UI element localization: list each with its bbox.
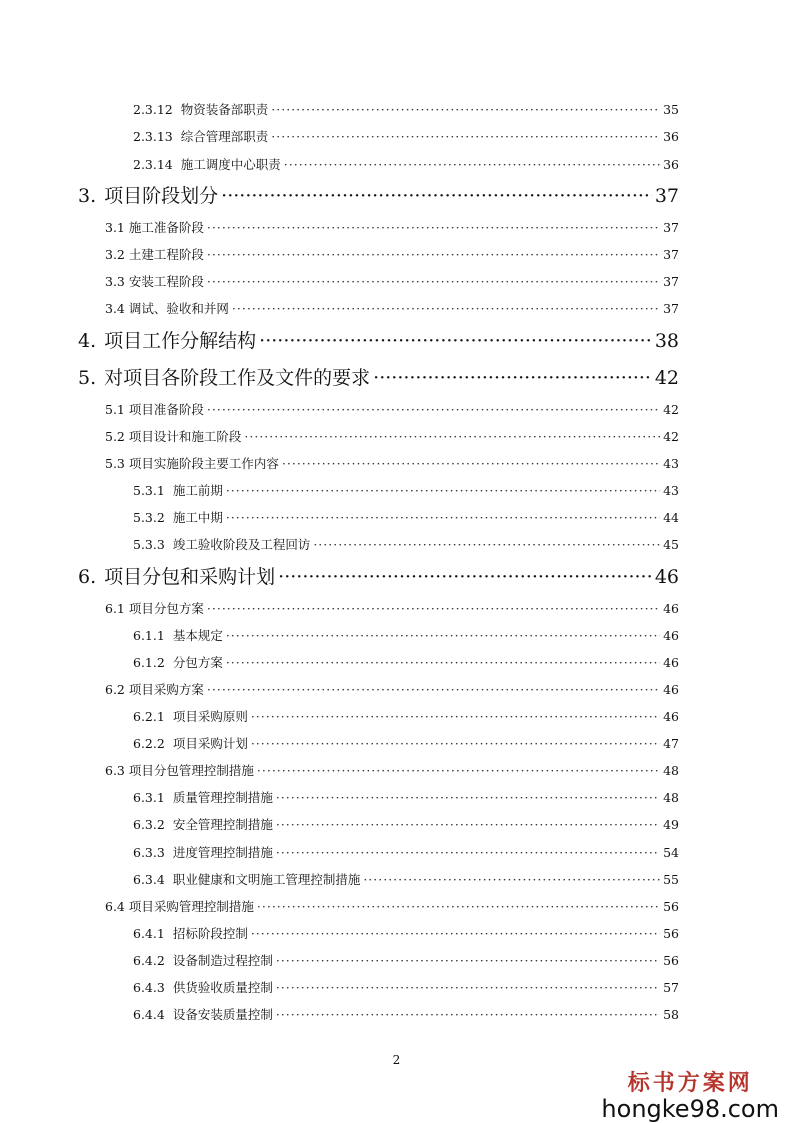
toc-leader-dots xyxy=(271,102,660,117)
toc-leader-dots xyxy=(276,790,660,805)
toc-entry-label: 6.3.2 安全管理控制措施 xyxy=(133,817,273,832)
toc-entry-label: 6.4.4 设备安装质量控制 xyxy=(133,1007,273,1022)
toc-entry-label: 6.3.1 质量管理控制措施 xyxy=(133,790,273,805)
toc-entry-label: 6.2.2 项目采购计划 xyxy=(133,736,248,751)
toc-entry-label: 6.3.3 进度管理控制措施 xyxy=(133,845,273,860)
toc-entry-page: 37 xyxy=(663,220,679,235)
toc-entry-label: 5.3.2 施工中期 xyxy=(133,510,223,525)
toc-leader-dots xyxy=(373,367,652,389)
toc-entry-page: 46 xyxy=(663,628,679,643)
toc-entry-page: 46 xyxy=(663,601,679,616)
toc-leader-dots xyxy=(276,845,660,860)
toc-entry-label: 5.3 项目实施阶段主要工作内容 xyxy=(105,456,279,471)
toc-leader-dots xyxy=(226,655,660,670)
toc-entry-page: 35 xyxy=(663,102,679,117)
toc-entry-label: 2.3.12 物资装备部职责 xyxy=(133,102,269,117)
toc-entry[interactable] xyxy=(133,1005,679,1023)
toc-entry[interactable] xyxy=(105,218,679,236)
toc-leader-dots xyxy=(226,628,660,643)
toc-leader-dots xyxy=(363,872,660,887)
toc-chapter-page: 46 xyxy=(654,566,679,588)
toc-entry[interactable] xyxy=(133,843,679,861)
toc-entry-page: 37 xyxy=(663,301,679,316)
toc-entry[interactable] xyxy=(133,815,679,833)
toc-entry-label: 5.3.1 施工前期 xyxy=(133,483,223,498)
toc-leader-dots xyxy=(276,1007,660,1022)
toc-leader-dots xyxy=(207,247,660,262)
toc-chapter[interactable] xyxy=(78,181,679,208)
toc-entry-page: 36 xyxy=(663,157,679,172)
toc-entry-page: 58 xyxy=(663,1007,679,1022)
toc-entry-label: 6.1.1 基本规定 xyxy=(133,628,223,643)
toc-entry-page: 36 xyxy=(663,129,679,144)
toc-entry[interactable] xyxy=(133,535,679,553)
toc-entry-label: 5.2 项目设计和施工阶段 xyxy=(105,429,242,444)
toc-entry-page: 57 xyxy=(663,980,679,995)
toc-leader-dots xyxy=(251,736,660,751)
toc-entry[interactable] xyxy=(133,707,679,725)
toc-leader-dots xyxy=(251,709,660,724)
toc-chapter[interactable] xyxy=(78,562,679,589)
toc-entry[interactable] xyxy=(133,788,679,806)
toc-leader-dots xyxy=(271,129,660,144)
toc-entry[interactable] xyxy=(133,155,679,173)
toc-entry[interactable] xyxy=(105,680,679,698)
toc-entry-page: 48 xyxy=(663,790,679,805)
toc-entry-label: 5.3.3 竣工验收阶段及工程回访 xyxy=(133,537,311,552)
toc-entry-label: 6.4.3 供货验收质量控制 xyxy=(133,980,273,995)
toc-entry-label: 6.2 项目采购方案 xyxy=(105,682,204,697)
toc-leader-dots xyxy=(232,301,660,316)
toc-entry-page: 46 xyxy=(663,682,679,697)
toc-entry-page: 48 xyxy=(663,763,679,778)
toc-entry-page: 37 xyxy=(663,247,679,262)
toc-chapter[interactable] xyxy=(78,326,679,353)
toc-leader-dots xyxy=(257,763,660,778)
toc-leader-dots xyxy=(257,899,660,914)
toc-chapter-page: 38 xyxy=(654,330,679,352)
toc-entry-label: 6.4.2 设备制造过程控制 xyxy=(133,953,273,968)
toc-entry-page: 47 xyxy=(663,736,679,751)
toc-entry-page: 49 xyxy=(663,817,679,832)
toc-entry-label: 3.1 施工准备阶段 xyxy=(105,220,204,235)
toc-leader-dots xyxy=(259,330,652,352)
toc-leader-dots xyxy=(276,980,660,995)
toc-entry-label: 6.4 项目采购管理控制措施 xyxy=(105,899,254,914)
toc-entry-page: 56 xyxy=(663,926,679,941)
toc-entry-label: 6.1.2 分包方案 xyxy=(133,655,223,670)
toc-entry-page: 43 xyxy=(663,483,679,498)
toc-leader-dots xyxy=(276,953,660,968)
toc-entry[interactable] xyxy=(105,454,679,472)
toc-entry-label: 2.3.14 施工调度中心职责 xyxy=(133,157,281,172)
toc-entry[interactable] xyxy=(105,299,679,317)
toc-entry[interactable] xyxy=(133,870,679,888)
toc-entry[interactable] xyxy=(105,761,679,779)
toc-leader-dots xyxy=(284,157,660,172)
toc-chapter-label: 6. 项目分包和采购计划 xyxy=(78,566,276,588)
toc-entry-page: 46 xyxy=(663,709,679,724)
toc-entry-page: 37 xyxy=(663,274,679,289)
toc-entry-label: 6.3.4 职业健康和文明施工管理控制措施 xyxy=(133,872,361,887)
toc-entry[interactable] xyxy=(133,978,679,996)
toc-entry[interactable] xyxy=(133,481,679,499)
toc-entry[interactable] xyxy=(105,245,679,263)
toc-entry-page: 44 xyxy=(663,510,679,525)
toc-entry[interactable] xyxy=(133,626,679,644)
toc-entry-label: 6.3 项目分包管理控制措施 xyxy=(105,763,254,778)
toc-chapter-page: 42 xyxy=(654,367,679,389)
toc-leader-dots xyxy=(207,682,660,697)
toc-entry[interactable] xyxy=(105,897,679,915)
toc-entry-page: 54 xyxy=(663,845,679,860)
toc-leader-dots xyxy=(251,926,660,941)
toc-entry-label: 3.4 调试、验收和并网 xyxy=(105,301,229,316)
toc-entry-label: 3.2 土建工程阶段 xyxy=(105,247,204,262)
toc-entry-page: 46 xyxy=(663,655,679,670)
toc-leader-dots xyxy=(226,483,660,498)
toc-entry-page: 45 xyxy=(663,537,679,552)
toc-entry-page: 43 xyxy=(663,456,679,471)
toc-chapter-page: 37 xyxy=(654,185,679,207)
toc-entry[interactable] xyxy=(133,951,679,969)
toc-leader-dots xyxy=(276,817,660,832)
toc-chapter-label: 3. 项目阶段划分 xyxy=(78,185,219,207)
toc-entry-label: 2.3.13 综合管理部职责 xyxy=(133,129,269,144)
toc-leader-dots xyxy=(226,510,660,525)
watermark xyxy=(601,1066,779,1123)
toc-entry-page: 56 xyxy=(663,953,679,968)
toc-entry-label: 3.3 安装工程阶段 xyxy=(105,274,204,289)
toc-entry[interactable] xyxy=(105,599,679,617)
toc-entry[interactable] xyxy=(105,427,679,445)
toc-leader-dots xyxy=(282,456,660,471)
toc-entry[interactable] xyxy=(133,734,679,752)
toc-entry-label: 6.4.1 招标阶段控制 xyxy=(133,926,248,941)
toc-leader-dots xyxy=(207,274,660,289)
toc-entry-page: 42 xyxy=(663,402,679,417)
toc-chapter-label: 4. 项目工作分解结构 xyxy=(78,330,257,352)
toc-chapter-label: 5. 对项目各阶段工作及文件的要求 xyxy=(78,367,371,389)
toc-leader-dots xyxy=(244,429,660,444)
toc-entry-label: 5.1 项目准备阶段 xyxy=(105,402,204,417)
toc-entry[interactable] xyxy=(133,127,679,145)
toc-entry[interactable] xyxy=(133,653,679,671)
watermark-chinese-text: 标书方案网 xyxy=(627,1070,753,1096)
toc-leader-dots xyxy=(221,185,652,207)
toc-entry-label: 6.2.1 项目采购原则 xyxy=(133,709,248,724)
toc-leader-dots xyxy=(207,220,660,235)
toc-entry-page: 56 xyxy=(663,899,679,914)
toc-entry[interactable] xyxy=(133,924,679,942)
toc-entry-label: 6.1 项目分包方案 xyxy=(105,601,204,616)
toc-leader-dots xyxy=(207,601,660,616)
toc-entry-page: 42 xyxy=(663,429,679,444)
toc-leader-dots xyxy=(278,566,652,588)
toc-entry[interactable] xyxy=(133,508,679,526)
toc-entry[interactable] xyxy=(105,400,679,418)
toc-leader-dots xyxy=(313,537,660,552)
watermark-domain-text: hongke98.com xyxy=(601,1095,779,1123)
page-number: 2 xyxy=(392,1053,401,1067)
toc-entry-page: 55 xyxy=(663,872,679,887)
toc-entry[interactable] xyxy=(133,100,679,118)
toc-chapter[interactable] xyxy=(78,363,679,390)
toc-leader-dots xyxy=(207,402,660,417)
toc-entry[interactable] xyxy=(105,272,679,290)
